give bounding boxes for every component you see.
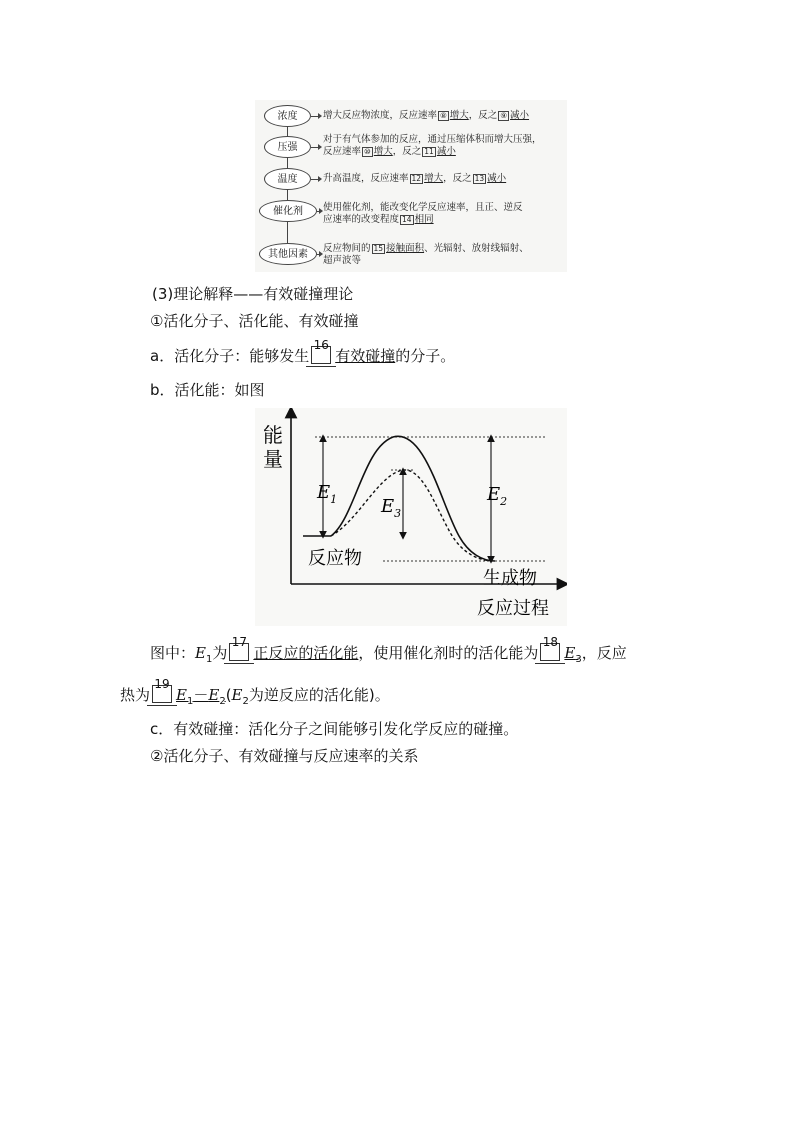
blank-number: ⑧ bbox=[440, 111, 447, 120]
arrow bbox=[311, 116, 319, 117]
blank-box bbox=[311, 338, 331, 364]
factor-pressure: 压强 bbox=[264, 136, 311, 158]
energy-diagram-svg bbox=[255, 408, 567, 626]
blank-number: 13 bbox=[474, 174, 485, 183]
arrow bbox=[317, 254, 320, 255]
subscript: 1 bbox=[186, 696, 194, 707]
arrow bbox=[311, 179, 319, 180]
connector-line bbox=[287, 190, 288, 200]
connector-line bbox=[287, 158, 288, 168]
factor-diagram bbox=[255, 100, 567, 272]
E3-label: $E_3$ bbox=[381, 496, 402, 520]
desc-text: 应速率的改变程度 bbox=[323, 214, 400, 225]
factor-other: 其他因素 bbox=[259, 243, 317, 265]
answer: 有效碰撞 bbox=[335, 347, 396, 365]
answer: 增大 bbox=[373, 146, 393, 157]
var-E: E bbox=[195, 644, 206, 662]
subsection-1: ①活化分子、活化能、有效碰撞 bbox=[150, 312, 359, 330]
product-label: 生成物 bbox=[483, 568, 537, 589]
uncatalyzed-curve bbox=[331, 436, 495, 561]
figure-note-line-1 bbox=[150, 635, 627, 670]
item-a-text: a．活化分子：能够发生 bbox=[150, 347, 310, 365]
blank-number: ⑩ bbox=[364, 147, 371, 156]
note-text: ，使用催化剂时的活化能为 bbox=[358, 644, 539, 662]
blank-number: 12 bbox=[411, 174, 422, 183]
subscript: 3 bbox=[575, 654, 582, 665]
connector-line bbox=[287, 126, 288, 136]
answer: 接触面积 bbox=[386, 243, 425, 254]
note-text: 热为 bbox=[120, 686, 151, 704]
blank-number: 19 bbox=[154, 677, 170, 691]
energy-diagram bbox=[255, 408, 567, 626]
xlabel: 反应过程 bbox=[477, 598, 549, 619]
connector-line bbox=[287, 222, 288, 243]
section-heading: (3)理论解释——有效碰撞理论 bbox=[152, 285, 354, 303]
note-text: ，反应 bbox=[581, 644, 627, 662]
note-text: 图中： bbox=[150, 644, 196, 662]
factor-temperature: 温度 bbox=[264, 168, 311, 190]
note-text: 为 bbox=[212, 644, 228, 662]
reactant-label: 反应物 bbox=[308, 548, 362, 569]
blank-number: ⑨ bbox=[500, 111, 508, 120]
blank-number: 14 bbox=[402, 215, 412, 224]
figure-note-line-2 bbox=[120, 677, 390, 712]
desc-text: ，反之 bbox=[468, 110, 498, 121]
var-E: E bbox=[231, 686, 243, 704]
item-c: c．有效碰撞：活化分子之间能够引发化学反应的碰撞。 bbox=[150, 720, 519, 738]
minus-sign: － bbox=[193, 686, 209, 704]
desc-text: 超声波等 bbox=[323, 255, 362, 266]
blank-number: 16 bbox=[313, 338, 329, 352]
factor-concentration: 浓度 bbox=[264, 105, 311, 127]
answer: 增大 bbox=[449, 110, 469, 121]
desc-text: 对于有气体参加的反应，通过压缩体积而增大压强， bbox=[323, 134, 542, 145]
answer: 相同 bbox=[414, 214, 434, 225]
answer: 正反应的活化能 bbox=[253, 644, 359, 662]
item-b: b．活化能：如图 bbox=[150, 381, 265, 399]
blank-number: 17 bbox=[231, 635, 247, 649]
item-a bbox=[150, 338, 456, 366]
blank-box bbox=[540, 635, 560, 661]
desc-text: 增大反应物浓度，反应速率 bbox=[323, 110, 438, 121]
item-a-text: 的分子。 bbox=[395, 347, 456, 365]
arrow bbox=[311, 147, 319, 148]
subscript: 1 bbox=[205, 654, 213, 665]
subscript: 2 bbox=[242, 696, 249, 707]
factor-concentration-desc bbox=[323, 110, 529, 122]
desc-text: 反应物间的 bbox=[323, 243, 371, 254]
blank-box bbox=[152, 677, 172, 703]
blank-box bbox=[229, 635, 249, 661]
E2-label: $E_2$ bbox=[487, 484, 508, 508]
note-text: ( bbox=[225, 686, 232, 704]
factor-catalyst: 催化剂 bbox=[259, 200, 317, 222]
desc-text: 反应速率 bbox=[323, 146, 362, 157]
ylabel-bottom: 量 bbox=[263, 447, 283, 471]
answer: 增大 bbox=[424, 173, 444, 184]
subsection-2: ②活化分子、有效碰撞与反应速率的关系 bbox=[150, 747, 419, 765]
desc-text: 升高温度，反应速率 bbox=[323, 173, 409, 184]
factor-catalyst-desc bbox=[323, 202, 523, 226]
answer: 减小 bbox=[510, 110, 530, 121]
ylabel-top: 能 bbox=[263, 423, 283, 447]
answer: 减小 bbox=[487, 173, 507, 184]
var-E: E bbox=[176, 686, 187, 704]
desc-text: ，反之 bbox=[392, 146, 422, 157]
desc-text: ，反之 bbox=[443, 173, 472, 184]
var-E: E bbox=[208, 686, 220, 704]
subscript: 2 bbox=[219, 696, 226, 707]
var-E: E bbox=[564, 644, 576, 662]
desc-text: 、光辐射、放射线辐射、 bbox=[424, 243, 529, 254]
factor-other-desc bbox=[323, 243, 529, 267]
arrow bbox=[317, 211, 320, 212]
blank-number: 15 bbox=[373, 244, 384, 253]
blank-number: 11 bbox=[424, 147, 434, 156]
E1-label: $E_1$ bbox=[317, 482, 338, 506]
blank-number: 18 bbox=[542, 635, 559, 649]
answer: 减小 bbox=[436, 146, 456, 157]
factor-temperature-desc bbox=[323, 173, 506, 185]
desc-text: 使用催化剂，能改变化学反应速率，且正、逆反 bbox=[323, 202, 523, 213]
note-text: 为逆反应的活化能)。 bbox=[248, 686, 390, 704]
factor-pressure-desc bbox=[323, 134, 542, 158]
